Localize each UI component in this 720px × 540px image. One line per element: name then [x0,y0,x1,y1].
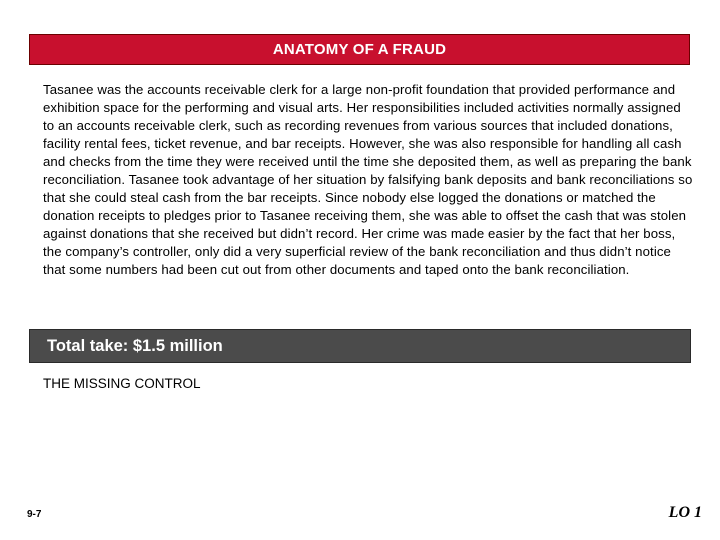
missing-control-heading: THE MISSING CONTROL [43,376,201,391]
fraud-story-paragraph: Tasanee was the accounts receivable clerk for a large non-profit foundation that provided performance and exhibition space for the performing and visual arts. Her responsibilities included activities normally assigned to an accounts receivable clerk, such as recording revenues from various sources that included donations, facility rental fees, ticket revenue, and bar receipts. However, she was also responsible for handling all cash and checks from the time they were received until the time she deposited them, as well as preparing the bank reconciliation. Tasanee took advantage of her situation by falsifying bank deposits and bank reconciliations so that she could steal cash from the bar receipts. Since nobody else logged the donations or matched the donation receipts to pledges prior to Tasanee receiving them, she was able to offset the cash that was stolen against donations that she received but didn’t record. Her crime was made easier by the fact that her boss, the company’s controller, only did a very superficial review of the bank reconciliation and thus didn’t notice that some numbers had been cut out from other documents and taped onto the bank reconciliation. [43,82,693,277]
page-title: ANATOMY OF A FRAUD [272,41,447,58]
title-banner [29,34,690,65]
slide-number: 9-7 [27,509,42,520]
total-take-banner [29,329,691,363]
learning-objective-label: LO 1 [668,504,702,521]
total-take-text: Total take: $1.5 million [47,336,223,355]
